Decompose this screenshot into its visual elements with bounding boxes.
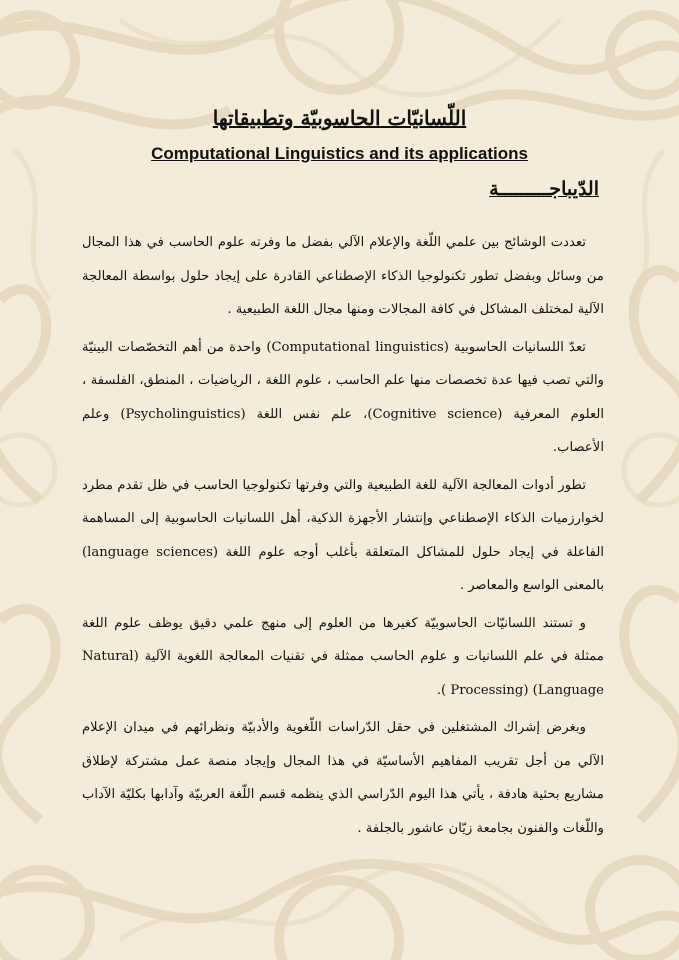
- document-body: [82, 226, 604, 845]
- paragraph: تطور أدوات المعالجة الآلية للغة الطبيعية والتي وفرتها تكنولوجيا الحاسب في ظل تقدم مطرد لخوارزميات الذكاء الإصطناعي وإنتشار الأجهزة الذكية، أهل اللسانيات الحاسوبية إلى المساهمة الفاعلة في إيجاد حلول للمشاكل المتعلقة بأغلب أوجه علوم اللغة (language sciences) بالمعنى الواسع والمعاصر .: [82, 477, 605, 593]
- section-heading-preamble: الدّيباجـــــــــة: [489, 178, 599, 200]
- document-title-english: Computational Linguistics and its applications: [151, 144, 528, 163]
- paragraph: وبغرض إشراك المشتغلين في حقل الدّراسات اللّغوية والأدبيّة ونظرائهم في ميدان الإعلام الآلي من أجل تقريب المفاهيم الأساسيّة في هذا المجال وإيجاد منصة عمل مشتركة لإطلاق مشاريع بحثية هادفة ، يأتي هذا اليوم الدّراسي الذي ينظمه قسم اللّغة العربيّة وآدابها بكليّة الآداب واللّغات والفنون بجامعة زيّان عاشور بالجلفة .: [82, 720, 604, 836]
- document-title-arabic: اللّسانيّات الحاسوبيّة وتطبيقاتها: [212, 106, 467, 130]
- paragraph: تعدّ اللسانيات الحاسوبية (Computational linguistics) واحدة من أهم التخصّصات البينيّة والتي تصب فيها عدة تخصصات منها علم الحاسب ، علوم اللغة ، الرياضيات ، المنطق، الفلسفة ، العلوم المعرفية (Cognitive science)، علم نفس اللغة (Psycholinguistics) وعلم الأعصاب.: [82, 339, 604, 455]
- paragraph: تعددت الوشائج بين علمي اللّغة والإعلام الآلي بفضل ما وفرته علوم الحاسب في هذا المجال من وسائل وبفضل تطور تكنولوجيا الذكاء الإصطناعي القادرة على إيجاد حلول بواسطة المعالجة الآلية لمختلف المشاكل في كافة المجالات ومنها مجال اللغة الطبيعية .: [82, 235, 604, 317]
- paragraph: و تستند اللسانيّات الحاسوبيّة كغيرها من العلوم إلى منهج علمي دقيق يوظف علوم اللغة ممثلة في علم اللسانيات و علوم الحاسب ممثلة في تقنيات المعالجة اللغوية الآلية (Natural Language) (Processing ).: [82, 615, 604, 698]
